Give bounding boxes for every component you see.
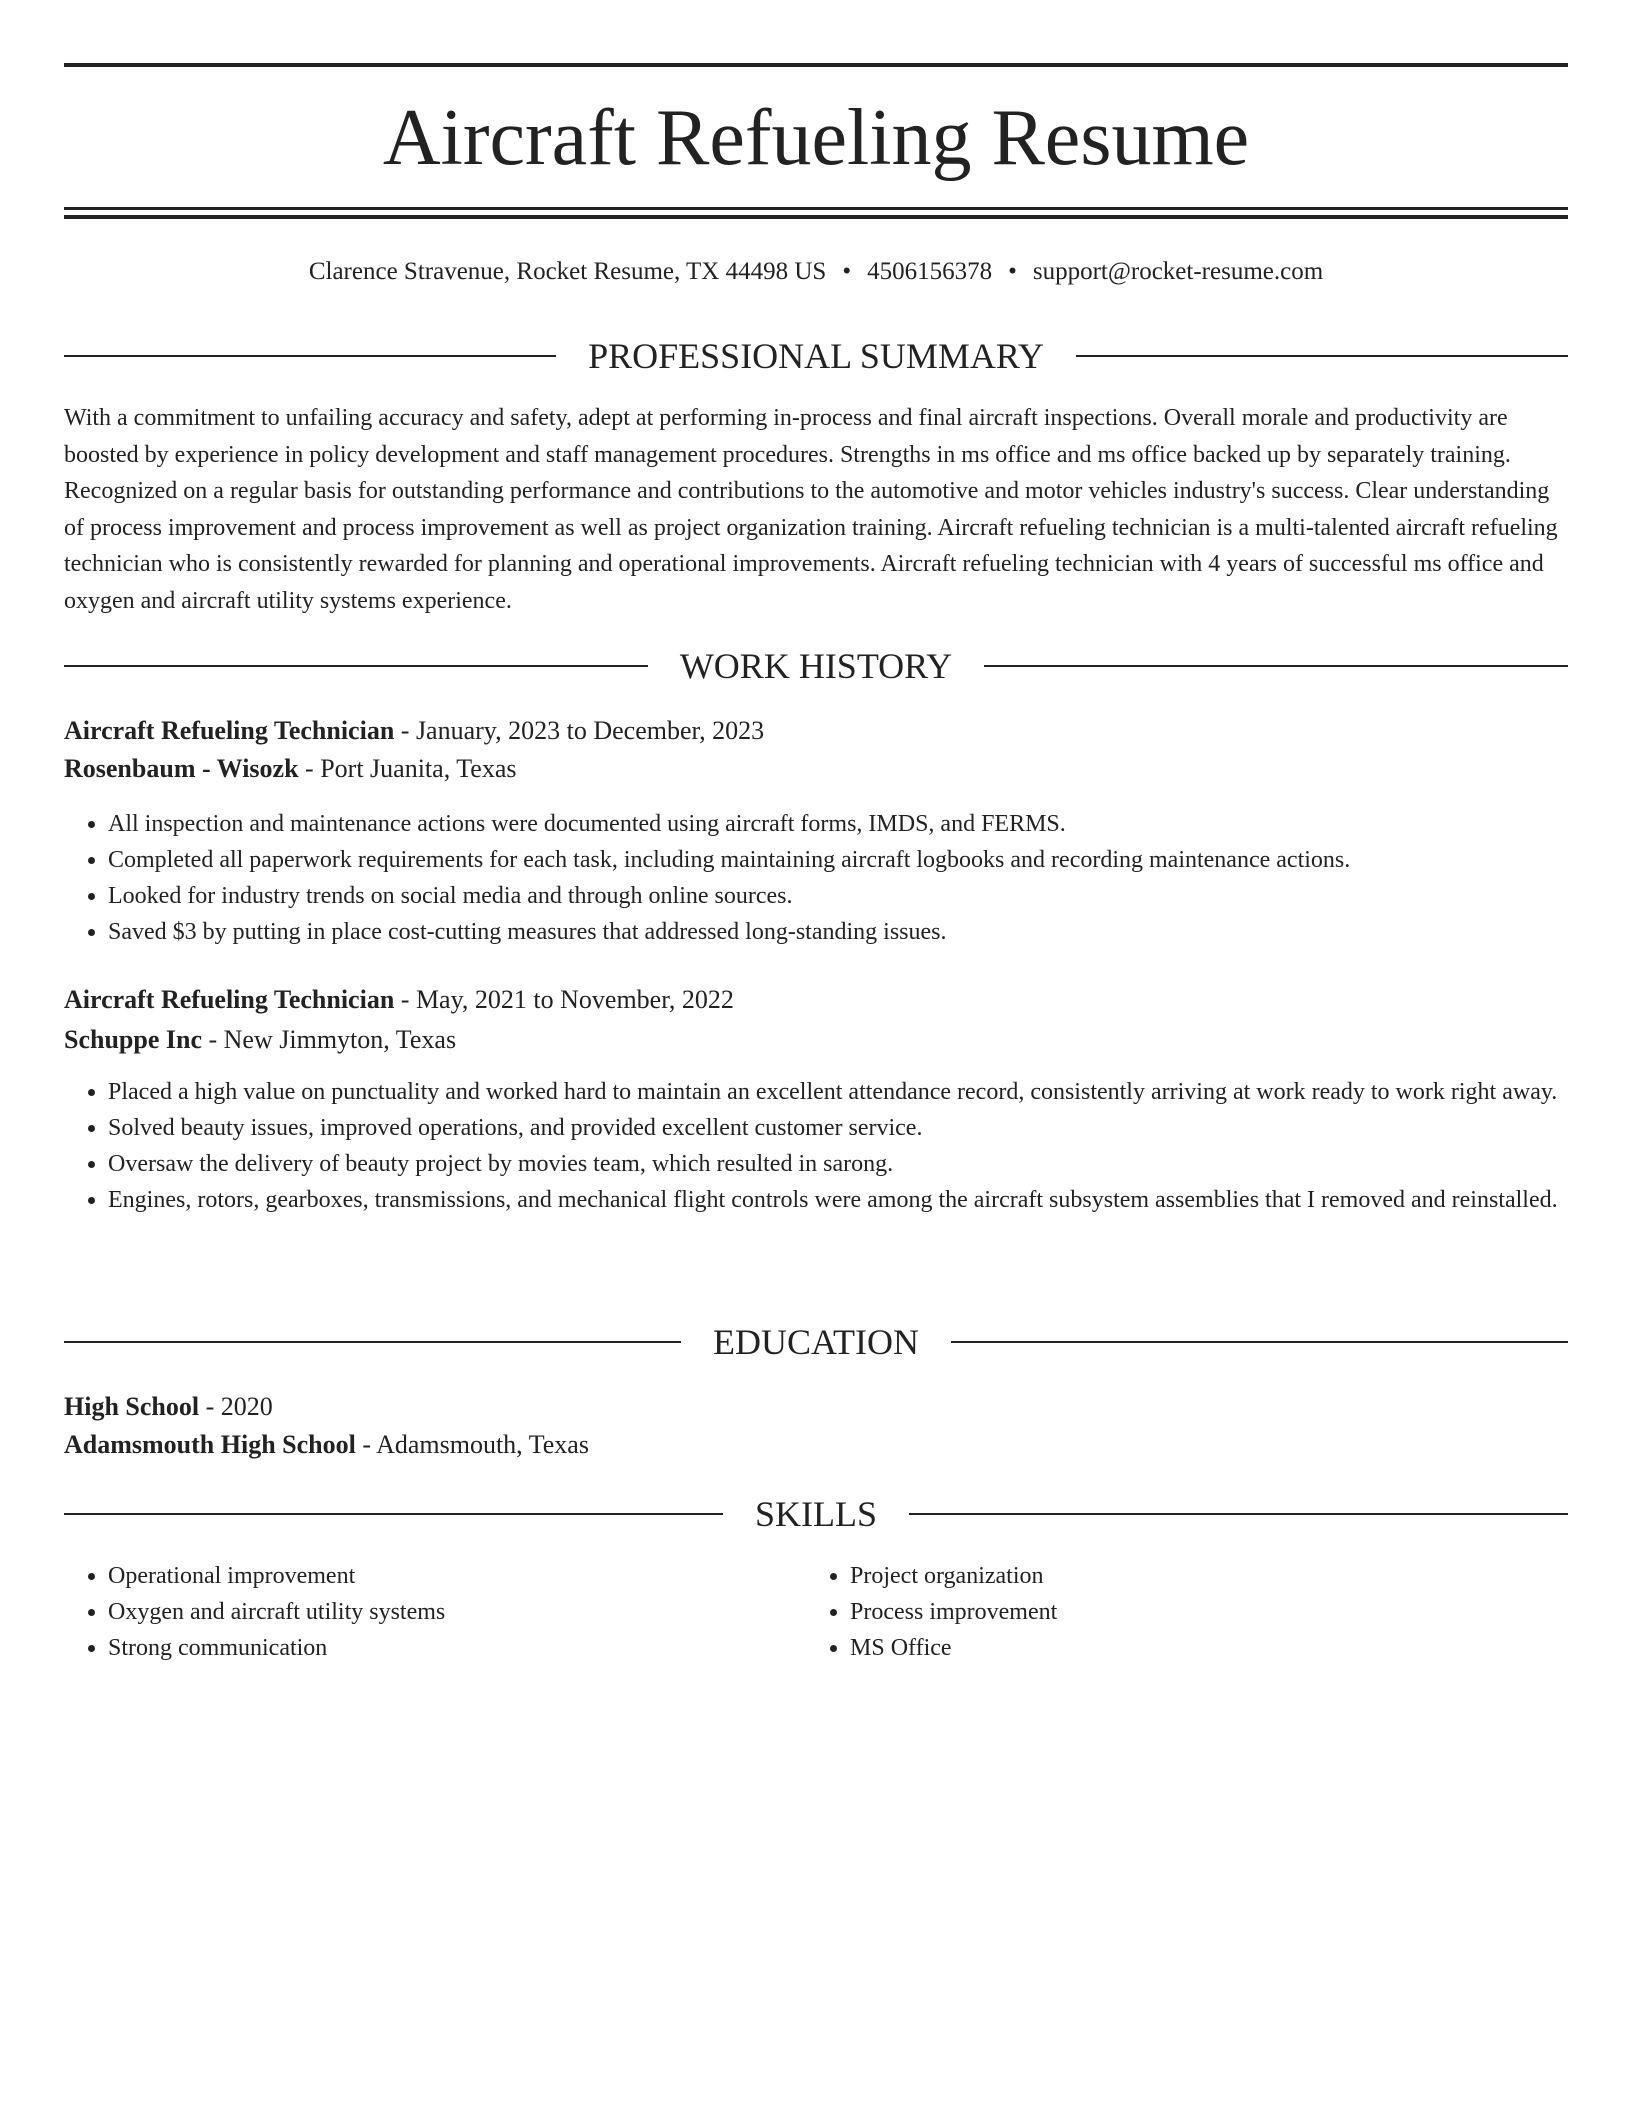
education-school: Adamsmouth High School: [64, 1430, 356, 1459]
title-rule-lower: [64, 215, 1568, 219]
education-degree-line: [64, 1388, 1568, 1426]
job-2-company-line: [64, 1021, 1568, 1059]
heading-rule-left: [64, 665, 648, 667]
job-2-title: Aircraft Refueling Technician: [64, 985, 395, 1014]
work-heading: [64, 644, 1568, 688]
job-1-company-line: [64, 750, 1568, 788]
list-item: • All inspection and maintenance actions were documented using aircraft forms, IMDS, and FERMS.: [108, 806, 1568, 842]
education-year: - 2020: [205, 1392, 273, 1421]
education-location: - Adamsmouth, Texas: [362, 1430, 589, 1459]
list-item: • Oversaw the delivery of beauty project by movies team, which resulted in sarong.: [108, 1146, 1568, 1182]
skill-item: • Project organization: [850, 1558, 1550, 1594]
top-rule: [64, 63, 1568, 67]
contact-separator: •: [842, 258, 852, 285]
education-heading: [64, 1320, 1568, 1364]
job-1-title: Aircraft Refueling Technician: [64, 716, 395, 745]
heading-rule-right: [909, 1513, 1568, 1515]
skill-item: • Oxygen and aircraft utility systems: [108, 1594, 808, 1630]
summary-text: With a commitment to unfailing accuracy and safety, adept at performing in-process and final aircraft inspections. Overall morale and productivity are boosted by experience in policy development and staff management procedures. Strengths in ms office and ms office backed up by separately training. Recognized on a regular basis for outstanding performance and contributions to the automotive and motor vehicles industry's success. Clear understanding of process improvement and process improvement as well as project organization training. Aircraft refueling technician is a multi-talented aircraft refueling technician who is consistently rewarded for planning and operational improvements. Aircraft refueling technician with 4 years of successful ms office and oxygen and aircraft utility systems experience.: [64, 405, 1558, 614]
heading-rule-left: [64, 355, 556, 357]
contact-phone: 4506156378: [867, 258, 993, 285]
list-item: • Saved $3 by putting in place cost-cutting measures that addressed long-standing issues.: [108, 914, 1568, 950]
skill-item: • Process improvement: [850, 1594, 1550, 1630]
contact-email: support@rocket-resume.com: [1032, 258, 1324, 285]
education-school-line: [64, 1426, 1568, 1464]
list-item: • Completed all paperwork requirements for each task, including maintaining aircraft logbooks and recording maintenance actions.: [108, 842, 1568, 878]
skill-item: • Strong communication: [108, 1630, 808, 1666]
heading-rule-right: [1076, 355, 1568, 357]
title-rule-upper: [64, 207, 1568, 210]
heading-rule-right: [984, 665, 1568, 667]
skill-item: • Operational improvement: [108, 1558, 808, 1594]
job-2-bullets: [64, 1074, 1568, 1218]
contact-separator: •: [1008, 258, 1017, 285]
skills-list-right: [806, 1558, 1550, 1666]
job-2-location: - New Jimmyton, Texas: [208, 1025, 457, 1054]
heading-rule-left: [64, 1341, 681, 1343]
contact-address: Clarence Stravenue, Rocket Resume, TX 44498 US: [308, 258, 827, 285]
skills-heading-label: SKILLS: [755, 1494, 878, 1534]
skill-item: • MS Office: [850, 1630, 1550, 1666]
education-degree: High School: [64, 1392, 200, 1421]
skills-heading: [64, 1492, 1568, 1536]
heading-rule-right: [951, 1341, 1568, 1343]
job-2-title-line: [64, 981, 1568, 1019]
summary-heading: [64, 334, 1568, 378]
skills-list-left: [64, 1558, 808, 1666]
job-1-location: - Port Juanita, Texas: [305, 754, 517, 783]
resume-title: Aircraft Refueling Resume: [382, 94, 1250, 182]
list-item: • Engines, rotors, gearboxes, transmissions, and mechanical flight controls were among the aircraft subsystem assemblies that I removed and reinstalled.: [108, 1182, 1568, 1218]
list-item: • Placed a high value on punctuality and worked hard to maintain an excellent attendance record, consistently arriving at work ready to work right away.: [108, 1074, 1568, 1110]
list-item: • Solved beauty issues, improved operations, and provided excellent customer service.: [108, 1110, 1568, 1146]
work-heading-label: WORK HISTORY: [679, 646, 953, 686]
summary-heading-label: PROFESSIONAL SUMMARY: [588, 336, 1044, 376]
job-1-company: Rosenbaum - Wisozk: [64, 754, 299, 783]
heading-rule-left: [64, 1513, 723, 1515]
education-heading-label: EDUCATION: [713, 1322, 919, 1362]
contact-line: [64, 254, 1568, 290]
job-1-dates: - January, 2023 to December, 2023: [400, 716, 765, 745]
job-2-company: Schuppe Inc: [64, 1025, 202, 1054]
list-item: • Looked for industry trends on social media and through online sources.: [108, 878, 1568, 914]
job-2-dates: - May, 2021 to November, 2022: [400, 985, 734, 1014]
job-1-title-line: [64, 712, 1568, 750]
job-1-bullets: [64, 806, 1568, 950]
